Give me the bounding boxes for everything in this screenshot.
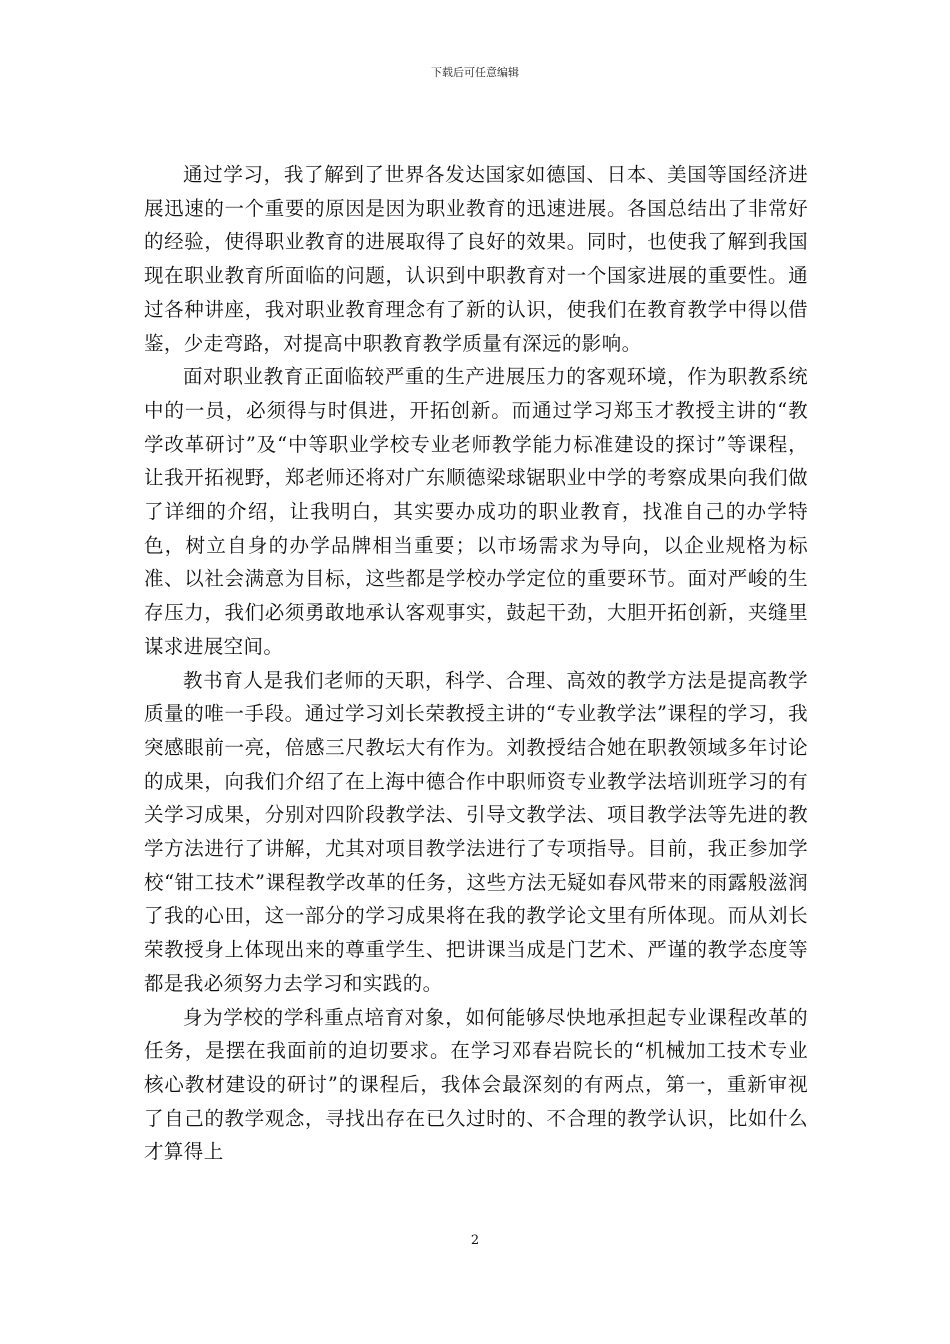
paragraph: 通过学习，我了解到了世界各发达国家如德国、日本、美国等国经济进展迅速的一个重要的原因是因为职业教育的迅速进展。各国总结出了非常好的经验，使得职业教育的进展取得了良好的效果。同时，也使我了解到我国现在职业教育所面临的问题，认识到中职教育对一个国家进展的重要性。通过各种讲座，我对职业教育理念有了新的认识，使我们在教育教学中得以借鉴，少走弯路，对提高中职教育教学质量有深远的影响。 xyxy=(144,163,808,355)
paragraph: 面对职业教育正面临较严重的生产进展压力的客观环境，作为职教系统中的一员，必须得与时俱进，开拓创新。而通过学习郑玉才教授主讲的“教学改革研讨”及“中等职业学校专业老师教学能力标准建设的探讨”等课程，让我开拓视野，郑老师还将对广东顺德梁球锯职业中学的考察成果向我们做了详细的介绍，让我明白，其实要办成功的职业教育，找准自己的办学特色，树立自身的办学品牌相当重要；以市场需求为导向，以企业规格为标准、以社会满意为目标，这些都是学校办学定位的重要环节。面对严峻的生存压力，我们必须勇敢地承认客观事实，鼓起干劲，大胆开拓创新，夹缝里谋求进展空间。 xyxy=(144,365,808,658)
paragraph: 身为学校的学科重点培育对象，如何能够尽快地承担起专业课程改革的任务，是摆在我面前的迫切要求。在学习邓春岩院长的“机械加工技术专业核心教材建设的研讨”的课程后，我体会最深刻的有两点，第一，重新审视了自己的教学观念，寻找出存在已久过时的、不合理的教学认识，比如什么才算得上 xyxy=(144,1005,808,1164)
paragraph: 教书育人是我们老师的天职，科学、合理、高效的教学方法是提高教学质量的唯一手段。通过学习刘长荣教授主讲的“专业教学法”课程的学习，我突感眼前一亮，倍感三尺教坛大有作为。刘教授结合她在职教领域多年讨论的成果，向我们介绍了在上海中德合作中职师资专业教学法培训班学习的有关学习成果，分别对四阶段教学法、引导文教学法、项目教学法等先进的教学方法进行了讲解，尤其对项目教学法进行了专项指导。目前，我正参加学校“钳工技术”课程教学改革的任务，这些方法无疑如春风带来的雨露般滋润了我的心田，这一部分的学习成果将在我的教学论文里有所体现。而从刘长荣教授身上体现出来的尊重学生、把讲课当成是门艺术、严谨的教学态度等都是我必须努力去学习和实践的。 xyxy=(144,668,808,995)
document-body xyxy=(144,158,808,1169)
page-number: 2 xyxy=(470,1233,480,1248)
page-header: 下载后可任意编辑 xyxy=(431,66,519,79)
